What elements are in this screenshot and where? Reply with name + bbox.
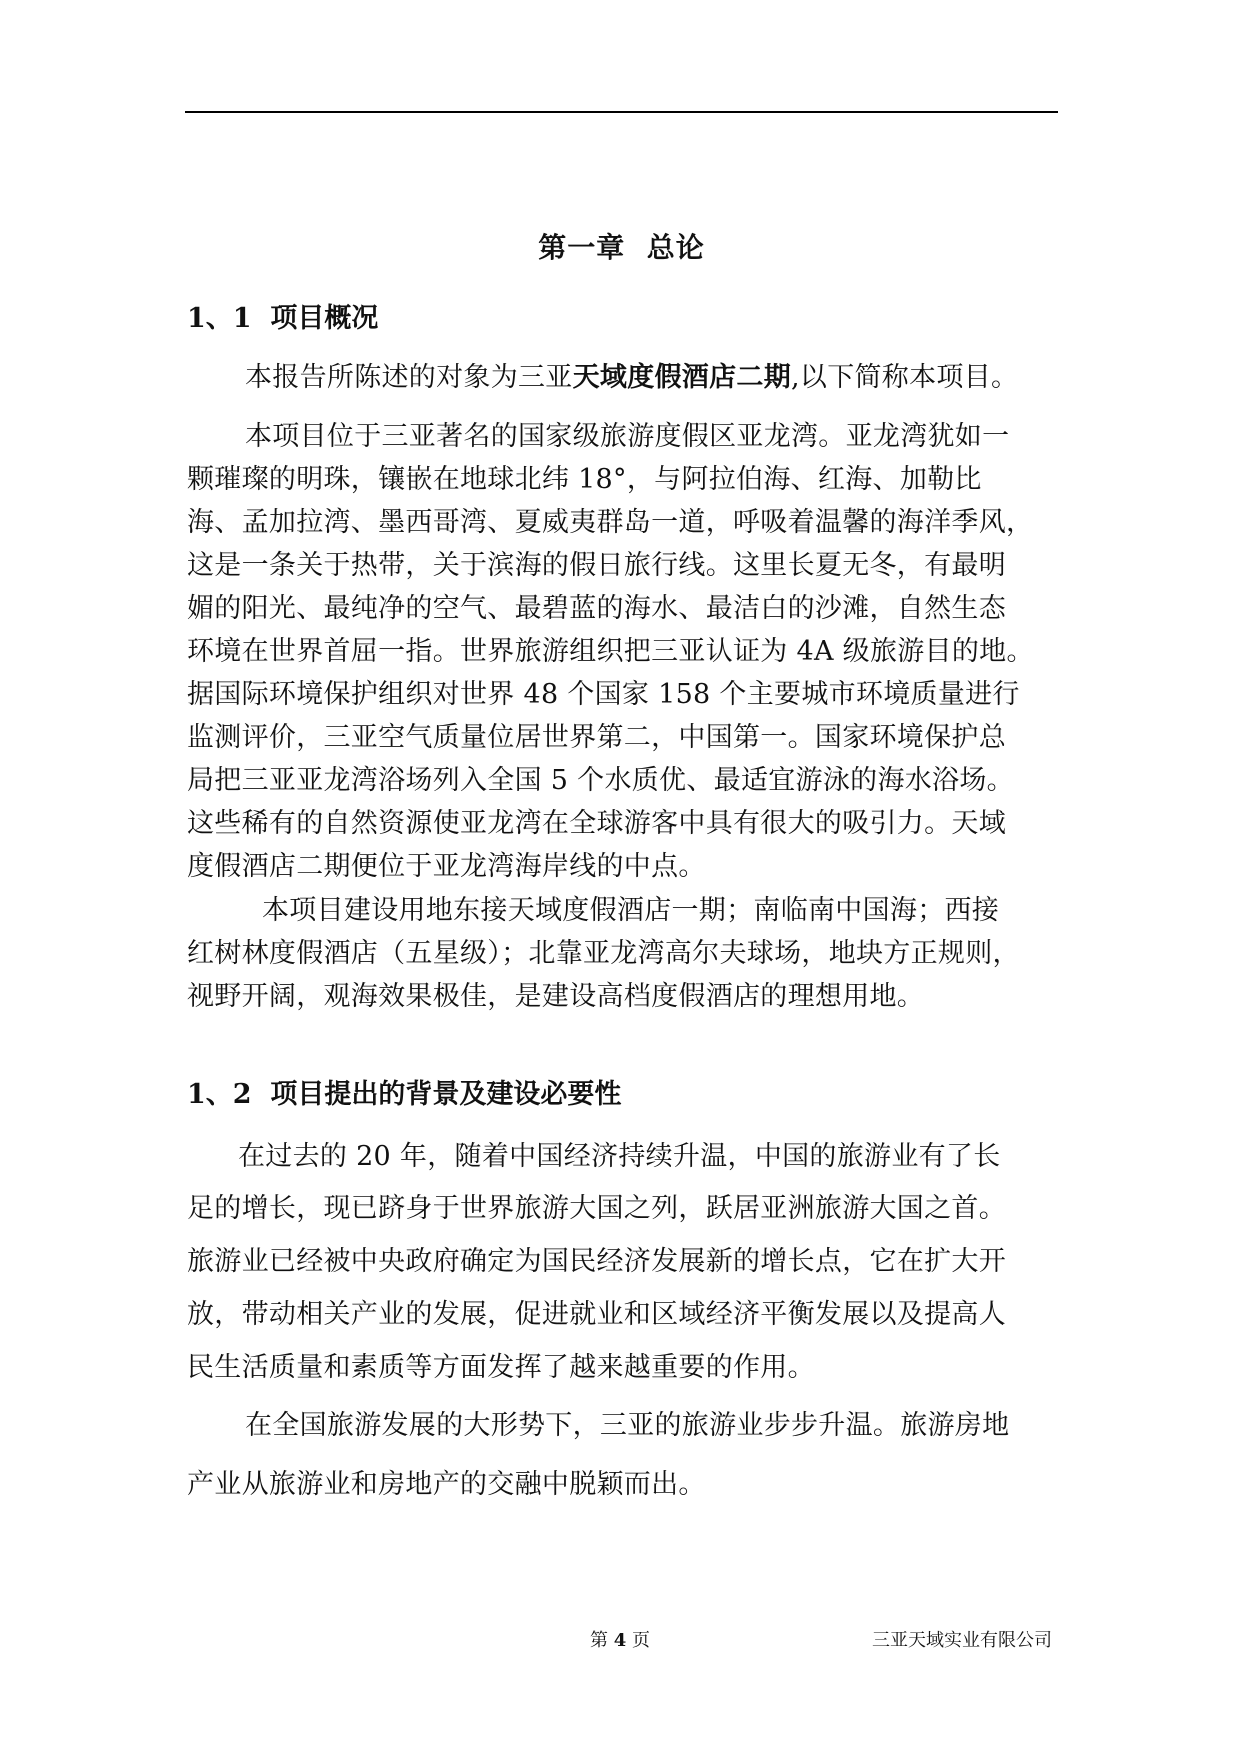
paragraph-line: 在过去的 20 年，随着中国经济持续升温，中国的旅游业有了长: [238, 1141, 1001, 1172]
paragraph-line: 红树林度假酒店（五星级）；北靠亚龙湾高尔夫球场，地块方正规则，: [187, 938, 1020, 969]
chapter-title: 第一章 总论: [538, 231, 705, 264]
paragraph-line: 视野开阔，观海效果极佳，是建设高档度假酒店的理想用地。: [187, 981, 925, 1012]
paragraph-line: 据国际环境保护组织对世界 48 个国家 158 个主要城市环境质量进行: [187, 679, 1020, 710]
paragraph-line: 本项目建设用地东接天域度假酒店一期；南临南中国海；西接: [262, 895, 1000, 926]
paragraph-line: 局把三亚亚龙湾浴场列入全国 5 个水质优、最适宜游泳的海水浴场。: [187, 765, 1014, 796]
paragraph-line: 产业从旅游业和房地产的交融中脱颖而出。: [187, 1469, 706, 1500]
paragraph-line: 本项目位于三亚著名的国家级旅游度假区亚龙湾。亚龙湾犹如一: [245, 421, 1010, 452]
paragraph-line: 监测评价，三亚空气质量位居世界第二，中国第一。国家环境保护总: [187, 722, 1006, 753]
header-rule: [185, 111, 1058, 113]
paragraph-line: 环境在世界首屈一指。世界旅游组织把三亚认证为 4A 级旅游目的地。: [187, 636, 1034, 667]
paragraph-line: 在全国旅游发展的大形势下，三亚的旅游业步步升温。旅游房地: [245, 1410, 1010, 1441]
paragraph-line: 海、孟加拉湾、墨西哥湾、夏威夷群岛一道，呼吸着温馨的海洋季风，: [187, 507, 1034, 538]
paragraph-line: 民生活质量和素质等方面发挥了越来越重要的作用。: [187, 1352, 815, 1383]
paragraph-line: 放，带动相关产业的发展，促进就业和区域经济平衡发展以及提高人: [187, 1299, 1006, 1330]
paragraph-line: 足的增长，现已跻身于世界旅游大国之列，跃居亚洲旅游大国之首。: [187, 1193, 1006, 1224]
text-span: 本报告所陈述的对象为三亚: [245, 362, 573, 393]
paragraph-line: 度假酒店二期便位于亚龙湾海岸线的中点。: [187, 851, 706, 882]
page-prefix: 第: [590, 1630, 614, 1651]
page-number: [590, 1626, 650, 1652]
paragraph-line: [245, 355, 1018, 394]
company-name: 三亚天域实业有限公司: [872, 1630, 1052, 1651]
section-heading-1-2: 1、2 项目提出的背景及建设必要性: [187, 1079, 622, 1110]
project-name: 天域度假酒店二期: [572, 362, 792, 393]
paragraph-line: 这是一条关于热带，关于滨海的假日旅行线。这里长夏无冬，有最明: [187, 550, 1006, 581]
paragraph-line: 颗璀璨的明珠，镶嵌在地球北纬 18°，与阿拉伯海、红海、加勒比: [187, 464, 982, 495]
paragraph-line: 旅游业已经被中央政府确定为国民经济发展新的增长点，它在扩大开: [187, 1246, 1006, 1277]
page-number-value: 4: [613, 1630, 627, 1651]
text-span: ,以下简称本项目。: [791, 362, 1019, 393]
page-suffix: 页: [626, 1630, 650, 1651]
paragraph-line: 这些稀有的自然资源使亚龙湾在全球游客中具有很大的吸引力。天域: [187, 808, 1006, 839]
section-heading-1-1: 1、1 项目概况: [187, 303, 379, 334]
paragraph-line: 媚的阳光、最纯净的空气、最碧蓝的海水、最洁白的沙滩，自然生态: [187, 593, 1006, 624]
